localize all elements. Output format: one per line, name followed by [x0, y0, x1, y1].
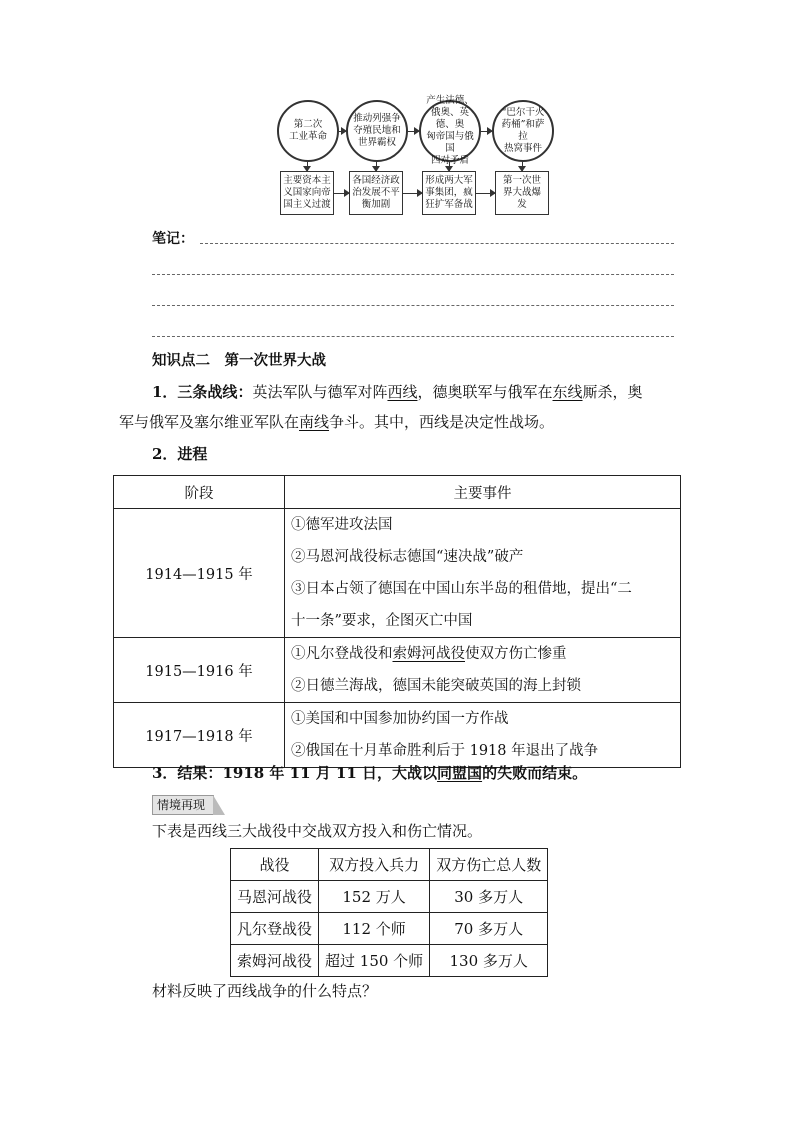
text: 的失败而结束。 [482, 764, 588, 782]
table-header: 阶段 [114, 476, 285, 509]
table-header: 双方投入兵力 [319, 849, 430, 881]
table-header: 主要事件 [285, 476, 681, 509]
table-cell: 70 多万人 [430, 913, 548, 945]
text: 英法军队与德军对阵 [252, 383, 388, 401]
notes-label: 笔记： [152, 231, 194, 247]
table-cell: 130 多万人 [430, 945, 548, 977]
notes-line[interactable] [152, 336, 674, 337]
event-item: 十一条”要求，企图灭亡中国 [291, 613, 473, 629]
underlined-keyword: 西线 [387, 383, 418, 401]
underlined-keyword: 南线 [299, 413, 330, 431]
text: 争斗。其中，西线是决定性战场。 [329, 413, 555, 431]
text: ①凡尔登战役和 [291, 646, 393, 662]
text: 使双方伤亡惨重 [465, 646, 567, 662]
flow-node-2: 推动列强争 夺殖民地和 世界霸权 [346, 100, 408, 162]
events-cell [285, 638, 681, 703]
table-cell: 索姆河战役 [231, 945, 319, 977]
progress-table [113, 475, 681, 768]
flow-arrow [339, 131, 346, 132]
point-1-number: 1．三条战线： [152, 383, 253, 401]
table-header-row [114, 476, 681, 509]
flow-node-3: 产生法德、 俄奥、英德、奥 匈帝国与俄国 四对矛盾 [419, 100, 481, 162]
text: 厮杀，奥 [582, 383, 643, 401]
period-cell: 1917—1918 年 [114, 703, 285, 768]
scenario-tag: 情境再现 [152, 795, 214, 815]
flow-node-6: 各国经济政 治发展不平 衡加剧 [349, 171, 403, 215]
table-cell: 超过 150 个师 [319, 945, 430, 977]
point-2-title: 2．进程 [152, 445, 208, 463]
text: 军与俄军及塞尔维亚军队在 [119, 413, 300, 431]
flow-node-4: “巴尔干火 药桶”和萨拉 热窝事件 [492, 100, 554, 162]
flow-arrow [403, 193, 422, 194]
period-cell: 1914—1915 年 [114, 509, 285, 638]
point-3-number: 3．结果： [152, 764, 223, 782]
events-cell [285, 509, 681, 638]
flow-arrow [307, 162, 308, 171]
point-3-line [152, 758, 587, 788]
table-row [231, 945, 548, 977]
event-item: ①德军进攻法国 [291, 517, 393, 533]
flow-arrow [449, 162, 450, 171]
notes-line[interactable] [200, 243, 674, 244]
underlined-keyword: 东线 [552, 383, 583, 401]
underlined-keyword: 同盟国 [437, 764, 483, 782]
flow-node-1: 第二次 工业革命 [277, 100, 339, 162]
table-row [231, 913, 548, 945]
flow-arrow [408, 131, 419, 132]
table-row [114, 509, 681, 638]
event-item: ②马恩河战役标志德国“速决战”破产 [291, 549, 524, 565]
notes-line[interactable] [152, 274, 674, 275]
flow-arrow [476, 193, 495, 194]
battle-table [230, 848, 548, 977]
flow-arrow [522, 162, 523, 171]
table-cell: 30 多万人 [430, 881, 548, 913]
scenario-intro: 下表是西线三大战役中交战双方投入和伤亡情况。 [152, 822, 483, 840]
flow-arrow [334, 193, 349, 194]
table-header: 战役 [231, 849, 319, 881]
event-item: ③日本占领了德国在中国山东半岛的租借地，提出“二 [291, 581, 632, 597]
text: ，德奥联军与俄军在 [417, 383, 553, 401]
table-row [231, 881, 548, 913]
table-row [114, 638, 681, 703]
table-cell: 马恩河战役 [231, 881, 319, 913]
notes-line[interactable] [152, 305, 674, 306]
table-header-row [231, 849, 548, 881]
flow-node-8: 第一次世 界大战爆 发 [495, 171, 549, 215]
flow-node-5: 主要资本主 义国家向帝 国主义过渡 [280, 171, 334, 215]
point-1-line-2 [119, 407, 554, 437]
scenario-question: 材料反映了西线战争的什么特点？ [152, 982, 378, 1000]
text: 1918 年 11 月 11 日，大战以 [222, 764, 438, 782]
flow-arrow [481, 131, 492, 132]
underlined-keyword: 索姆河战役 [392, 646, 465, 662]
event-item [291, 638, 674, 670]
event-item: ②日德兰海战，德国未能突破英国的海上封锁 [291, 678, 581, 694]
table-cell: 152 万人 [319, 881, 430, 913]
section-title: 知识点二 第一次世界大战 [152, 352, 326, 369]
flow-node-7: 形成两大军 事集团，疯 狂扩军备战 [422, 171, 476, 215]
table-cell: 凡尔登战役 [231, 913, 319, 945]
period-cell: 1915—1916 年 [114, 638, 285, 703]
point-1-line-1 [152, 377, 643, 407]
event-item: ②俄国在十月革命胜利后于 1918 年退出了战争 [291, 743, 599, 759]
table-cell: 112 个师 [319, 913, 430, 945]
flow-arrow [376, 162, 377, 171]
table-header: 双方伤亡总人数 [430, 849, 548, 881]
event-item: ①美国和中国参加协约国一方作战 [291, 711, 509, 727]
